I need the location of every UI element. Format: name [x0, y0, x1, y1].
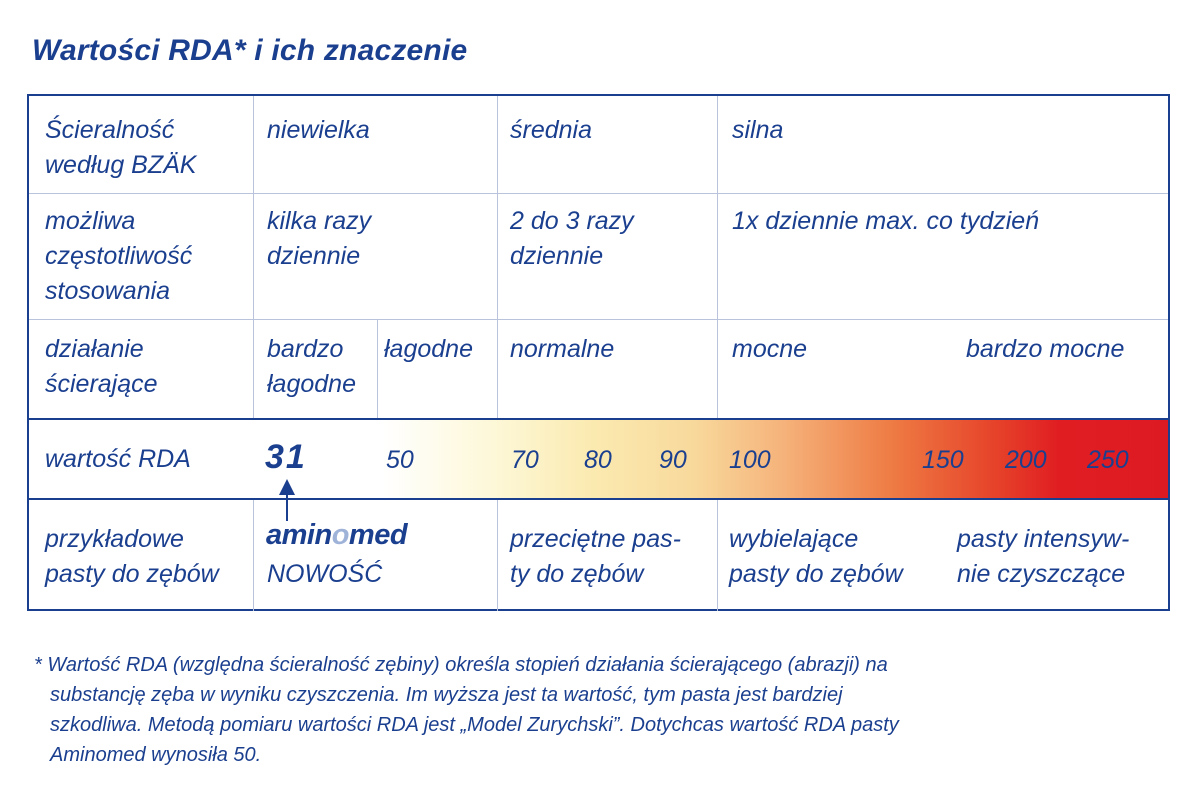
rda-current-value: 31	[265, 438, 307, 476]
footnote-line: * Wartość RDA (względna ścieralność zębiny) określa stopień działania ścierającego (abrazji) na	[34, 654, 888, 676]
rda-scale-label: 100	[729, 446, 771, 474]
row-label-pasty: przykładowe pasty do zębów	[45, 525, 219, 588]
dzialanie-very-strong: bardzo mocne	[966, 335, 1125, 363]
col-divider	[717, 96, 718, 418]
dzialanie-strong: mocne	[732, 335, 808, 363]
scieralnosc-mid: średnia	[510, 116, 592, 144]
pasty-mid: przeciętne pas- ty do zębów	[510, 525, 681, 588]
footnote-line: szkodliwa. Metodą pomiaru wartości RDA jest „Model Zurychski”. Dotychcas wartość RDA pasty	[50, 714, 899, 736]
col-divider	[497, 500, 498, 611]
czestotliwosc-mid: 2 do 3 razy dziennie	[510, 207, 634, 270]
row-label-rda: wartość RDA	[45, 445, 191, 473]
rda-scale-label: 90	[659, 446, 687, 474]
row-divider	[29, 498, 1168, 500]
scieralnosc-low: niewielka	[267, 116, 370, 144]
rda-scale-label: 80	[584, 446, 612, 474]
czestotliwosc-high: 1x dziennie max. co tydzień	[732, 207, 1040, 235]
row-divider	[29, 319, 1168, 320]
row-label-dzialanie: działanie ścierające	[45, 335, 158, 398]
footnote	[34, 650, 1174, 770]
rda-scale-label: 70	[511, 446, 539, 474]
scieralnosc-high: silna	[732, 116, 784, 144]
col-divider	[377, 319, 378, 418]
row-divider	[29, 193, 1168, 194]
col-divider	[253, 96, 254, 418]
rda-scale-label: 50	[386, 446, 414, 474]
brand-note: NOWOŚĆ	[267, 560, 383, 588]
row-label-czestotliwosc: możliwa częstotliwość stosowania	[45, 207, 193, 305]
dzialanie-mild: łagodne	[384, 335, 473, 363]
rda-scale-label: 150	[922, 446, 964, 474]
footnote-line: substancję zęba w wyniku czyszczenia. Im wyższa jest ta wartość, tym pasta jest bardziej	[50, 684, 843, 706]
rda-table	[27, 94, 1170, 611]
czestotliwosc-low: kilka razy dziennie	[267, 207, 372, 270]
rda-scale-label: 200	[1005, 446, 1047, 474]
col-divider	[717, 500, 718, 611]
pasty-intensive: pasty intensyw- nie czyszczące	[957, 525, 1130, 588]
dzialanie-normal: normalne	[510, 335, 615, 363]
page-title: Wartości RDA* i ich znaczenie	[32, 34, 468, 67]
arrow-line	[286, 493, 288, 521]
aminomed-logo: aminomed	[266, 519, 408, 551]
col-divider	[497, 96, 498, 418]
rda-scale-label: 250	[1087, 446, 1129, 474]
row-label-scieralnosc: Ścieralność według BZÄK	[45, 116, 197, 179]
pasty-whitening: wybielające pasty do zębów	[729, 525, 903, 588]
col-divider	[253, 500, 254, 611]
footnote-line: Aminomed wynosiła 50.	[50, 744, 262, 766]
row-divider	[29, 418, 1168, 420]
dzialanie-very-mild: bardzo łagodne	[267, 335, 356, 398]
